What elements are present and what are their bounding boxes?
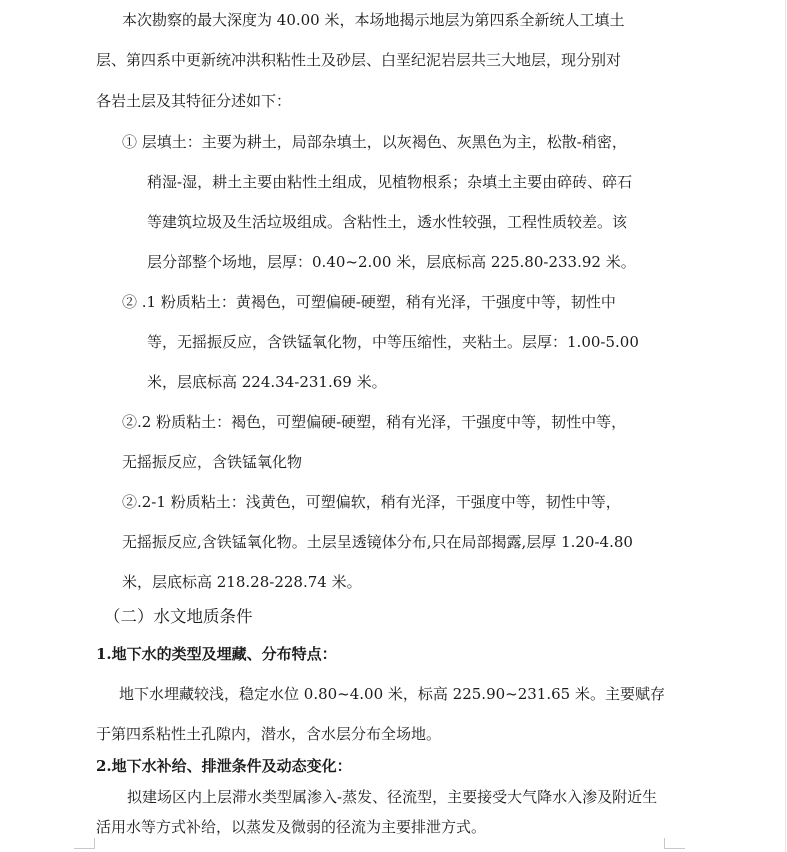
crop-mark-right: [664, 838, 685, 849]
page-edge-divider: [785, 0, 786, 852]
section-heading: （二）水文地质条件: [104, 607, 253, 626]
layer-item-line: ②.2-1 粉质粘土：浅黄色，可塑偏软，稍有光泽，干强度中等，韧性中等，: [122, 493, 621, 511]
paragraph-line: 各岩土层及其特征分述如下：: [96, 92, 292, 110]
paragraph-line: 拟建场区内上层滞水类型属渗入-蒸发、径流型，主要接受大气降水入渗及附近生: [127, 788, 658, 806]
layer-item-line: 无摇振反应,含铁锰氧化物。土层呈透镜体分布,只在局部揭露,层厚 1.20-4.80: [122, 533, 633, 551]
subsection-heading: 2.地下水补给、排泄条件及动态变化：: [96, 757, 352, 775]
subsection-heading: 1.地下水的类型及埋藏、分布特点：: [96, 645, 337, 663]
layer-item-line: ②.2 粉质粘土：褐色，可塑偏硬-硬塑，稍有光泽，干强度中等，韧性中等，: [122, 413, 627, 431]
paragraph-line: 地下水埋藏较浅，稳定水位 0.80~4.00 米，标高 225.90~231.65 米。主要赋存: [119, 685, 665, 703]
layer-item-line: 米，层底标高 224.34-231.69 米。: [147, 373, 387, 391]
layer-item-line: ② .1 粉质粘土：黄褐色，可塑偏硬-硬塑，稍有光泽，干强度中等，韧性中: [122, 293, 616, 311]
paragraph-line: 本次勘察的最大深度为 40.00 米，本场地揭示地层为第四系全新统人工填土: [122, 11, 625, 29]
layer-item-line: 层分部整个场地，层厚：0.40~2.00 米，层底标高 225.80-233.92 米。: [147, 253, 636, 271]
layer-item-line: 无摇振反应，含铁锰氧化物: [122, 453, 303, 471]
paragraph-line: 层、第四系中更新统冲洪积粘性土及砂层、白垩纪泥岩层共三大地层，现分别对: [96, 51, 622, 69]
layer-item-line: ① 层填土：主要为耕土，局部杂填土，以灰褐色、灰黑色为主，松散-稍密，: [122, 133, 627, 151]
crop-mark-left: [74, 838, 95, 849]
layer-item-line: 稍湿-湿，耕土主要由粘性土组成，见植物根系；杂填土主要由碎砖、碎石: [147, 173, 633, 191]
layer-item-line: 等，无摇振反应，含铁锰氧化物，中等压缩性，夹粘土。层厚：1.00-5.00: [147, 333, 639, 351]
layer-item-line: 等建筑垃圾及生活垃圾组成。含粘性土，透水性较强，工程性质较差。该: [147, 213, 628, 231]
paragraph-line: 活用水等方式补给，以蒸发及微弱的径流为主要排泄方式。: [96, 818, 487, 836]
layer-item-line: 米，层底标高 218.28-228.74 米。: [122, 573, 362, 591]
paragraph-line: 于第四系粘性土孔隙内，潜水，含水层分布全场地。: [96, 725, 442, 743]
